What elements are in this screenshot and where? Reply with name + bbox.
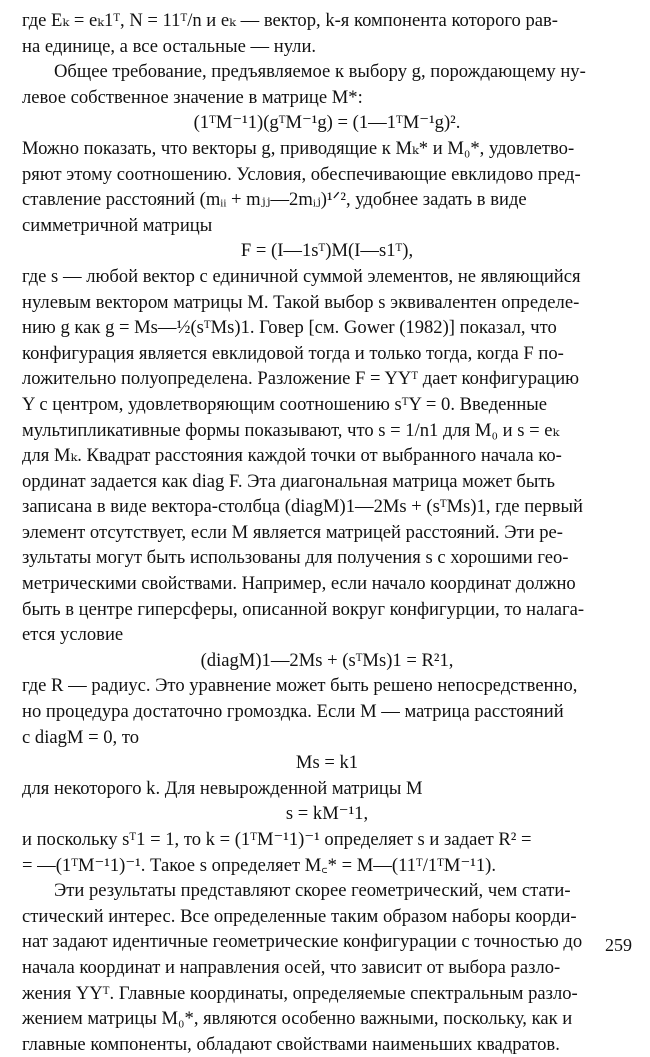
text-line: конфигурация является евклидовой тогда и только тогда, когда F по- (22, 342, 564, 364)
text-line: левое собственное значение в матрице M*: (22, 86, 363, 108)
document-page (22, 8, 632, 1057)
text-line: и поскольку sᵀ1 = 1, то k = (1ᵀM⁻¹1)⁻¹ определяет s и задает R² = (22, 829, 532, 850)
equation-line: s = kM⁻¹1, (285, 803, 369, 825)
text-line: где Eₖ = eₖ1ᵀ, N = 11ᵀ/n и eₖ — вектор, k-я компонента которого рав- (22, 10, 559, 31)
text-line: симметричной матрицы (22, 214, 213, 236)
text-line: главные компоненты, обладают свойствами наименьших квадратов. (22, 1033, 560, 1055)
text-line: жением матрицы M₀*, являются особенно важными, поскольку, как и (22, 1008, 573, 1030)
text-line: ставление расстояний (mᵢᵢ + mⱼⱼ—2mᵢⱼ)¹ᐟ², удобнее задать в виде (22, 189, 527, 211)
text-line: нию g как g = Ms—½(sᵀMs)1. Говер [см. Gower (1982)] показал, что (22, 317, 557, 339)
text-line: зультаты могут быть использованы для получения s с хорошими гео- (22, 547, 569, 569)
text-line: ординат задается как diag F. Эта диагональная матрица может быть (22, 470, 555, 492)
text-line: где s — любой вектор с единичной суммой элементов, не являющийся (22, 265, 581, 287)
text-line: для Mₖ. Квадрат расстояния каждой точки от выбранного начала ко- (22, 445, 562, 467)
text-line: элемент отсутствует, если M является матрицей расстояний. Эти ре- (22, 521, 563, 543)
text-line: жения YYᵀ. Главные координаты, определяемые спектральным разло- (22, 982, 578, 1004)
text-line: с diagM = 0, то (22, 726, 140, 748)
text-line: для некоторого k. Для невырожденной матрицы M (22, 777, 423, 799)
text-line: Общее требование, предъявляемое к выбору g, порождающему ну- (54, 61, 586, 83)
text-line: = —(1ᵀM⁻¹1)⁻¹. Такое s определяет M꜀* = M—(11ᵀ/1ᵀM⁻¹1). (22, 854, 496, 876)
text-line: Y с центром, удовлетворяющим соотношению sᵀY = 0. Введенные (22, 393, 548, 415)
text-line: Эти результаты представляют скорее геометрический, чем стати- (54, 880, 571, 902)
page-number: 259 (605, 935, 632, 955)
text-line: метрическими свойствами. Например, если начало координат должно (22, 573, 576, 595)
text-line: нат задают идентичные геометрические конфигурации с точностью до (22, 931, 583, 953)
text-line: ется условие (22, 624, 124, 646)
body-text (22, 8, 632, 1057)
text-line: но процедура достаточно громоздка. Если M — матрица расстояний (22, 701, 564, 723)
equation-line: Ms = k1 (295, 752, 359, 774)
equation-line: (1ᵀM⁻¹1)(gᵀM⁻¹g) = (1—1ᵀM⁻¹g)². (193, 112, 461, 134)
text-line: ложительно полуопределена. Разложение F = YYᵀ дает конфигурацию (22, 368, 580, 390)
equation-line: (diagM)1—2Ms + (sᵀMs)1 = R²1, (200, 649, 454, 671)
text-line: ряют этому соотношению. Условия, обеспечивающие евклидово пред- (22, 163, 581, 185)
text-line: где R — радиус. Это уравнение может быть решено непосредственно, (22, 675, 578, 697)
text-line: на единице, а все остальные — нули. (22, 35, 317, 57)
text-line: начала координат и направления осей, что зависит от выбора разло- (22, 956, 561, 978)
text-line: Можно показать, что векторы g, приводящие к Mₖ* и M₀*, удовлетво- (22, 137, 575, 159)
equation-line: F = (I—1sᵀ)M(I—s1ᵀ), (240, 240, 414, 262)
text-line: записана в виде вектора-столбца (diagM)1—2Ms + (sᵀMs)1, где первый (22, 496, 583, 518)
text-line: мультипликативные формы показывают, что s = 1/n1 для M₀ и s = eₖ (22, 419, 560, 441)
text-line: нулевым вектором матрицы M. Такой выбор s эквивалентен определе- (22, 291, 580, 313)
text-line: стический интерес. Все определенные таким образом наборы коорди- (22, 905, 577, 927)
text-line: быть в центре гиперсферы, описанной вокруг конфигурции, то налага- (22, 598, 585, 620)
